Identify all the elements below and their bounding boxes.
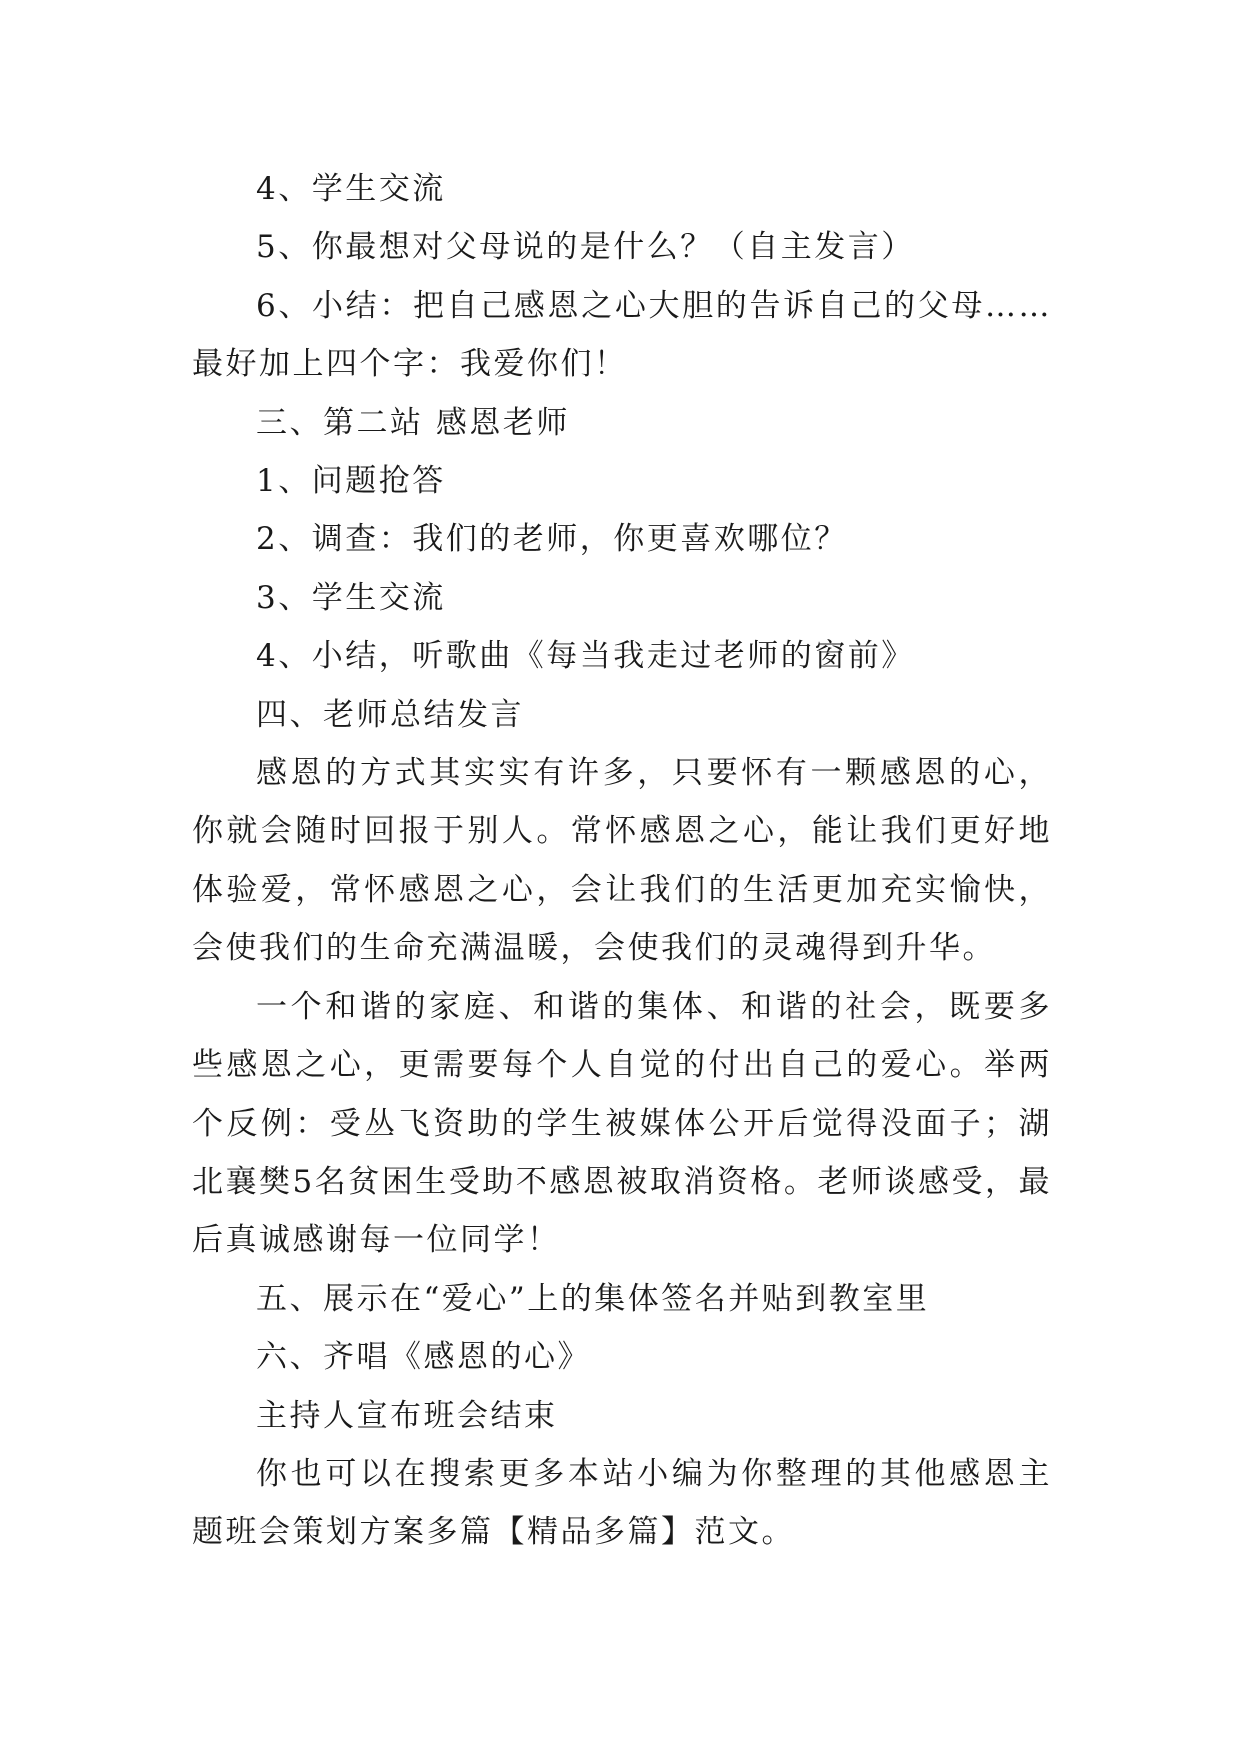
section-heading: 四、老师总结发言 [256, 696, 524, 733]
document-body [192, 160, 1052, 1562]
section-heading: 三、第二站 感恩老师 [256, 404, 570, 441]
paragraph: 主持人宣布班会结束 [256, 1397, 558, 1434]
section-heading: 五、展示在“爱心”上的集体签名并贴到教室里 [256, 1280, 930, 1317]
paragraph: 4、学生交流 [256, 171, 446, 207]
paragraph: 3、学生交流 [256, 579, 446, 616]
paragraph: 5、你最想对父母说的是什么？（自主发言） [256, 229, 915, 266]
paragraph: 1、问题抢答 [256, 463, 446, 500]
paragraph: 6、小结：把自己感恩之心大胆的告诉自己的父母……最好加上四个字：我爱你们！ [192, 287, 1052, 383]
paragraph: 一个和谐的家庭、和谐的集体、和谐的社会，既要多些感恩之心，更需要每个人自觉的付出自己的爱心。举两个反例：受丛飞资助的学生被媒体公开后觉得没面子；湖北襄樊5名贫困生受助不感恩被取消资格。老师谈感受，最后真诚感谢每一位同学！ [192, 988, 1052, 1259]
paragraph: 你也可以在搜索更多本站小编为你整理的其他感恩主题班会策划方案多篇【精品多篇】范文。 [192, 1455, 1052, 1551]
section-heading: 六、齐唱《感恩的心》 [256, 1339, 591, 1376]
paragraph: 感恩的方式其实实有许多，只要怀有一颗感恩的心，你就会随时回报于别人。常怀感恩之心，能让我们更好地体验爱，常怀感恩之心，会让我们的生活更加充实愉快，会使我们的生命充满温暖，会使我们的灵魂得到升华。 [192, 755, 1052, 967]
paragraph: 2、调查：我们的老师，你更喜欢哪位？ [256, 521, 848, 558]
paragraph: 4、小结，听歌曲《每当我走过老师的窗前》 [256, 638, 915, 675]
